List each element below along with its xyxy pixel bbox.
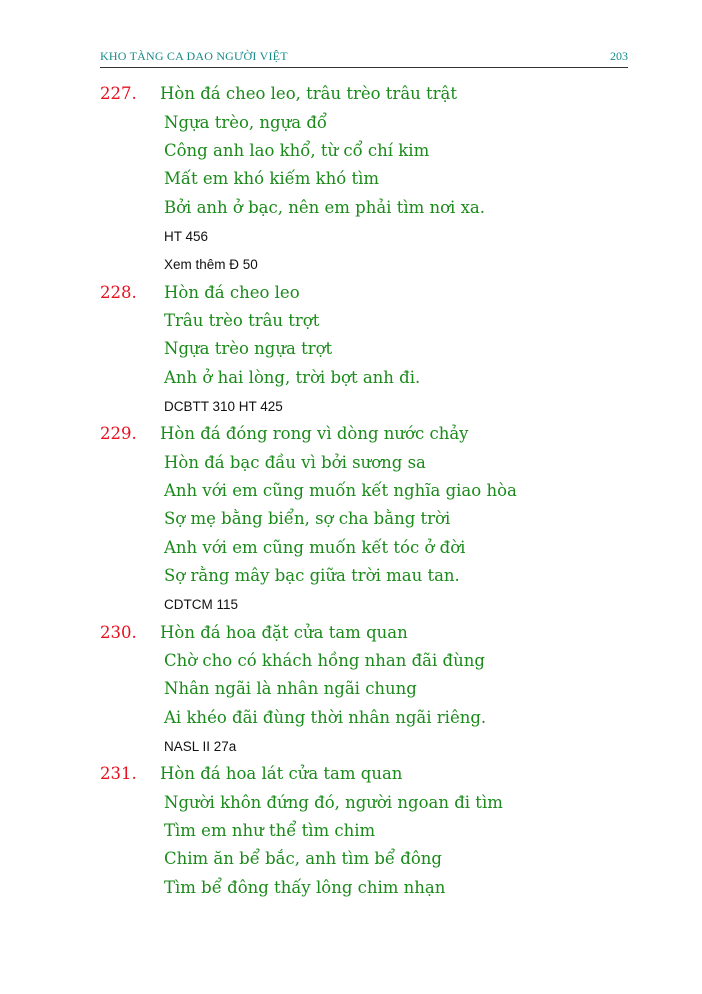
verse-line: Hòn đá bạc đầu vì bởi sương sa	[164, 453, 426, 472]
verse-line: Người khôn đứng đó, người ngoan đi tìm	[164, 793, 503, 812]
running-header-title: KHO TÀNG CA DAO NGƯỜI VIỆT	[100, 49, 288, 63]
verse-line: Hòn đá cheo leo	[164, 283, 300, 302]
page-number: 203	[610, 49, 628, 63]
entry-number-230: 230.	[100, 623, 137, 642]
verse-line: Chờ cho có khách hồng nhan đãi đùng	[164, 651, 485, 670]
entry-number-228: 228.	[100, 283, 137, 302]
verse-line: Hòn đá đóng rong vì dòng nước chảy	[160, 424, 469, 443]
verse-line: Hòn đá hoa lát cửa tam quan	[160, 764, 403, 783]
verse-line: Anh với em cũng muốn kết nghĩa giao hòa	[164, 481, 517, 500]
verse-line: Công anh lao khổ, từ cổ chí kim	[164, 141, 430, 160]
entry-number-229: 229.	[100, 424, 137, 443]
verse-line: Ngựa trèo ngựa trợt	[164, 339, 333, 358]
entry-number-231: 231.	[100, 764, 137, 783]
verse-line: Bởi anh ở bạc, nên em phải tìm nơi xa.	[164, 198, 485, 217]
verse-line: Chim ăn bể bắc, anh tìm bể đông	[164, 849, 442, 868]
verse-line: Mất em khó kiếm khó tìm	[164, 169, 380, 188]
verse-line: Hòn đá hoa đặt cửa tam quan	[160, 623, 408, 642]
verse-line: Anh với em cũng muốn kết tóc ở đời	[164, 538, 466, 557]
verse-line: Anh ở hai lòng, trời bợt anh đi.	[164, 368, 421, 387]
source-reference: HT 456	[164, 229, 209, 244]
verse-line: Tìm bể đông thấy lông chim nhạn	[164, 878, 446, 897]
verse-line: Trâu trèo trâu trợt	[164, 311, 320, 330]
verse-line: Tìm em như thể tìm chim	[164, 821, 376, 840]
verse-line: Ai khéo đãi đùng thời nhân ngãi riêng.	[164, 708, 487, 727]
source-reference: CDTCM 115	[164, 597, 239, 612]
verse-line: Nhân ngãi là nhân ngãi chung	[164, 679, 417, 698]
entry-number-227: 227.	[100, 84, 137, 103]
source-reference: DCBTT 310 HT 425	[164, 399, 283, 414]
verse-line: Sợ mẹ bằng biển, sợ cha bằng trời	[164, 509, 451, 528]
verse-line: Sợ rằng mây bạc giữa trời mau tan.	[164, 566, 460, 585]
verse-line: Hòn đá cheo leo, trâu trèo trâu trật	[160, 84, 458, 103]
verse-line: Ngựa trèo, ngựa đổ	[164, 113, 327, 132]
source-reference: NASL II 27a	[164, 739, 237, 754]
page-header	[100, 49, 628, 68]
see-also-reference: Xem thêm Đ 50	[164, 257, 258, 272]
